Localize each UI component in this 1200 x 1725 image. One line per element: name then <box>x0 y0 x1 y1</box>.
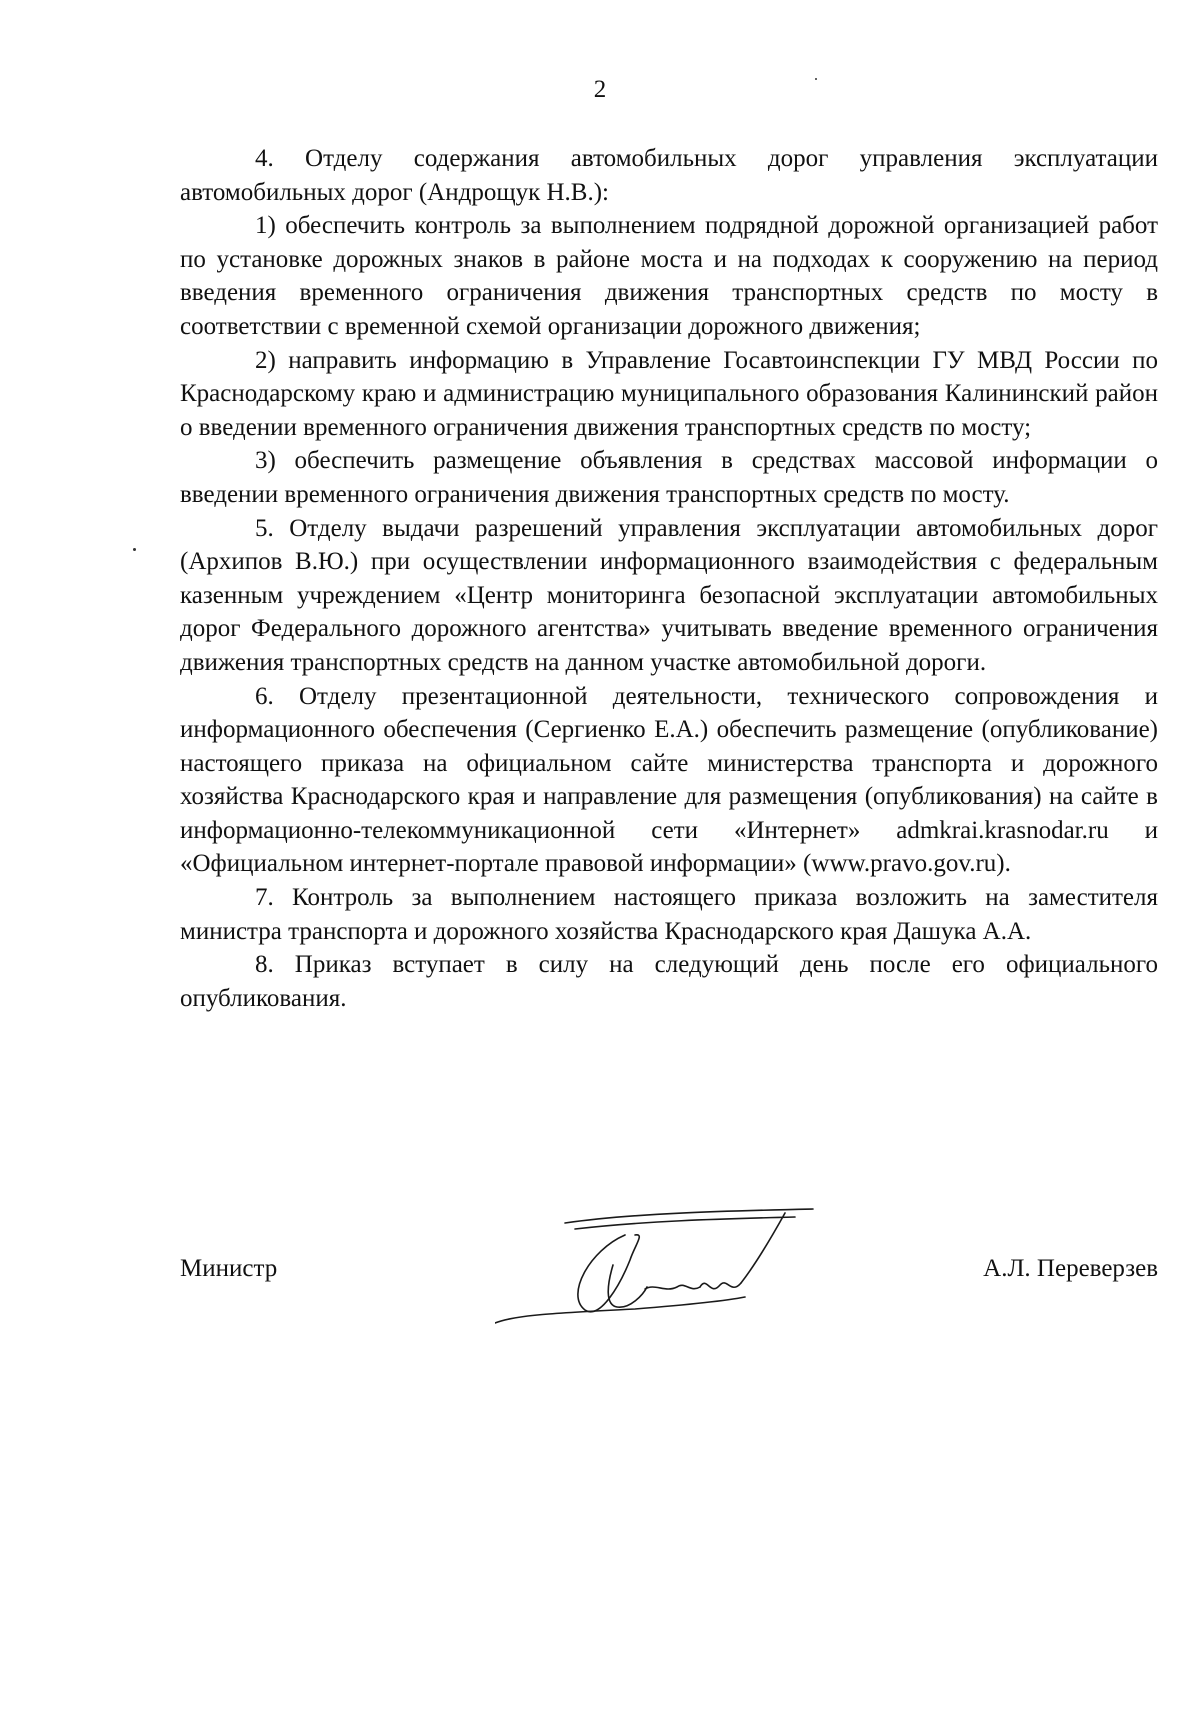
scan-artifact <box>815 78 817 80</box>
paragraph-item-5: 5. Отделу выдачи разрешений управления эксплуатации автомобильных дорог (Архипов В.Ю.) при осуществлении информационного взаимодействия с федеральным казенным учреждением «Центр мониторинга безопасной эксплуатации автомобильных дорог Федерального дорожного агентства» учитывать введение временного ограничения движения транспортных средств на данном участке автомобильной дороги. <box>180 514 1158 676</box>
signatory-name: А.Л. Переверзев <box>983 1255 1158 1282</box>
paragraph-item-7: 7. Контроль за выполнением настоящего приказа возложить на заместителя министра транспорта и дорожного хозяйства Краснодарского края Дашука А.А. <box>180 884 1158 945</box>
page-number: 2 <box>593 76 607 103</box>
paragraph-subitem-1: 1) обеспечить контроль за выполнением подрядной дорожной организацией работ по установке дорожных знаков в районе моста и на подходах к сооружению на период введения временного ограничения движения транспортных средств по мосту в соответствии с временной схемой организации дорожного движения; <box>180 212 1158 340</box>
paragraph-item-8: 8. Приказ вступает в силу на следующий день после его официального опубликования. <box>180 951 1158 1012</box>
document-body <box>180 142 1158 1015</box>
paragraph-item-4: 4. Отделу содержания автомобильных дорог управления эксплуатации автомобильных дорог (Андрощук Н.В.): <box>180 145 1158 206</box>
paragraph-subitem-2: 2) направить информацию в Управление Госавтоинспекции ГУ МВД России по Краснодарскому краю и администрацию муниципального образования Калининский район о введении временного ограничения движения транспортных средств по мосту; <box>180 346 1158 441</box>
signature-block <box>180 1205 1158 1335</box>
paragraph-subitem-3: 3) обеспечить размещение объявления в средствах массовой информации о введении временного ограничения движения транспортных средств по мосту. <box>180 447 1158 508</box>
paragraph-item-6: 6. Отделу презентационной деятельности, технического сопровождения и информационного обеспечения (Сергиенко Е.А.) обеспечить размещение (опубликование) настоящего приказа на официальном сайте министерства транспорта и дорожного хозяйства Краснодарского края и направление для размещения (опубликования) на сайте в информационно-телекоммуникационной сети «Интернет» admkrai.krasnodar.ru и «Официальном интернет-портале правовой информации» (www.pravo.gov.ru). <box>180 682 1158 878</box>
handwritten-signature <box>495 1205 825 1335</box>
signatory-title: Министр <box>180 1255 278 1282</box>
scan-artifact <box>133 548 136 551</box>
